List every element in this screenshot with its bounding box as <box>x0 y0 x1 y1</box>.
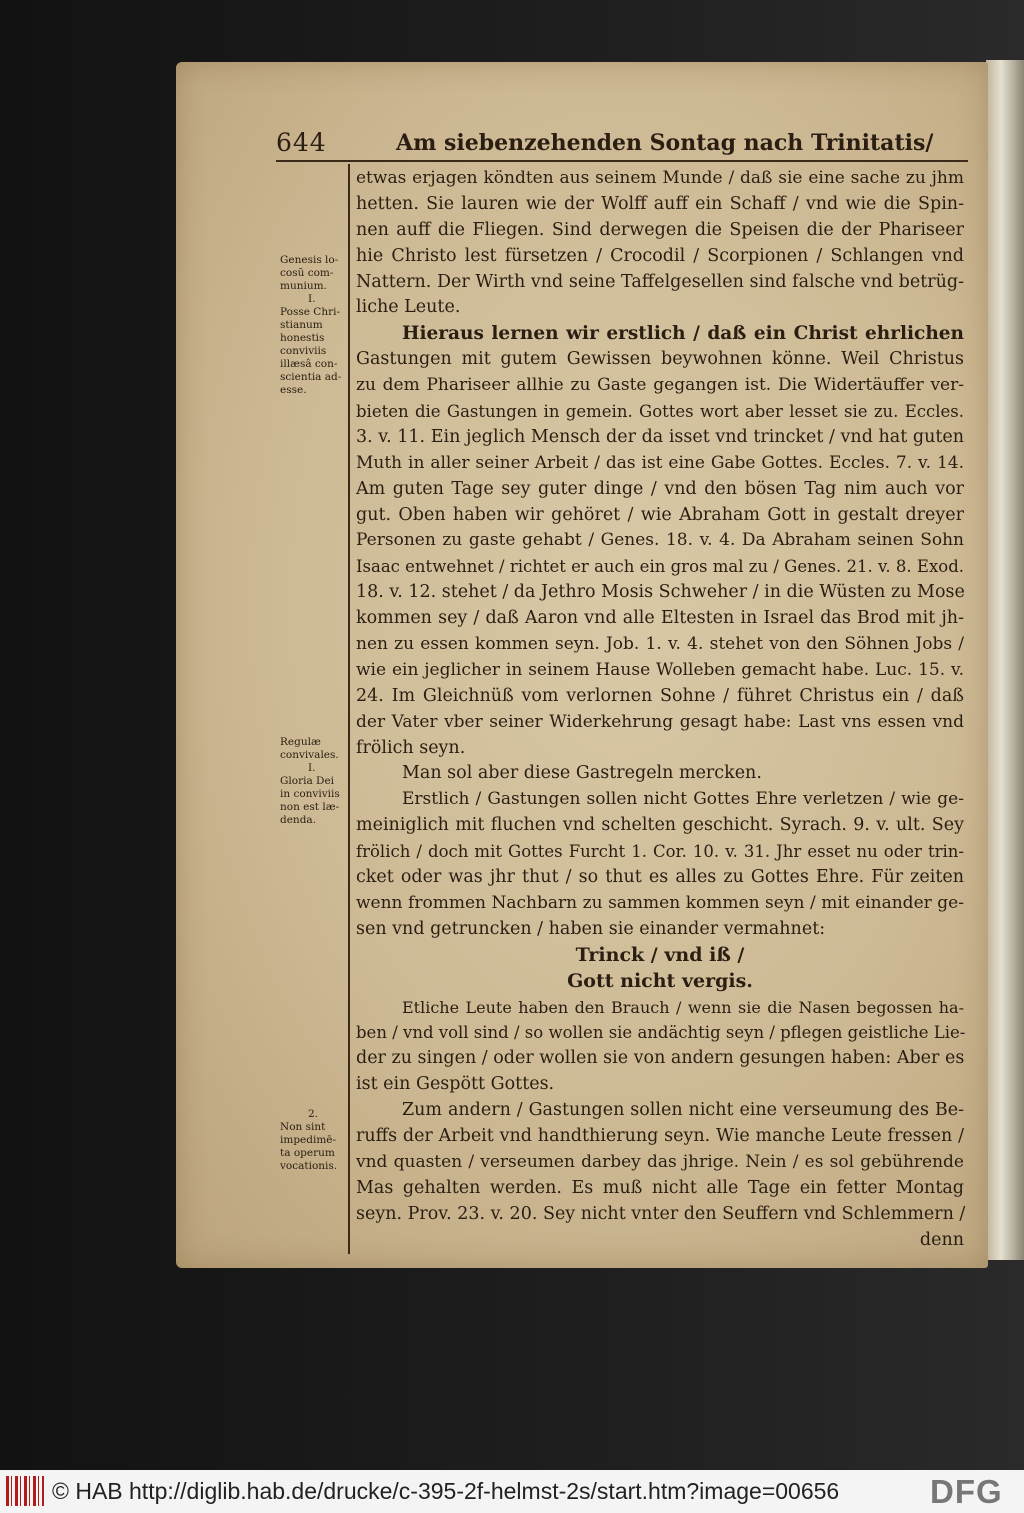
text-line: vnd quasten / verseumen darbey das jhrige. Nein / es sol gebührende <box>356 1151 964 1172</box>
page-number: 644 <box>276 128 327 157</box>
text-line: Mas gehalten werden. Es muß nicht alle Tage ein fetter Montag <box>356 1177 964 1198</box>
margin-note-line: Genesis lo- <box>280 254 339 266</box>
margin-rule <box>348 164 350 1254</box>
text-line: 18. v. 12. stehet / da Jethro Mosis Schweher / in die Wüsten zu Mose <box>356 582 965 603</box>
margin-note <box>280 1108 346 1173</box>
text-line: Gott nicht vergis. <box>567 969 753 992</box>
text-line: Personen zu gaste gehabt / Genes. 18. v. 4. Da Abraham seinen Sohn <box>356 530 964 551</box>
text-line: liche Leute. <box>356 297 461 318</box>
text-line: Am guten Tage sey guter dinge / vnd den bösen Tag nim auch vor <box>356 478 964 499</box>
margin-note-line: stianum <box>280 319 323 331</box>
barcode-icon <box>6 1476 44 1506</box>
margin-note <box>280 254 346 397</box>
margin-note <box>280 736 346 827</box>
text-line: wenn frommen Nachbarn zu sammen kommen seyn / mit einander ge- <box>356 892 964 913</box>
margin-note-line: I. <box>308 762 316 774</box>
margin-note-line: esse. <box>280 384 307 396</box>
text-line: Trinck / vnd iß / <box>575 943 745 966</box>
text-line: Erstlich / Gastungen sollen nicht Gottes Ehre verletzen / wie ge- <box>402 789 964 810</box>
body-text <box>356 166 964 1253</box>
text-line: ist ein Gespött Gottes. <box>356 1074 555 1095</box>
text-line: etwas erjagen köndten aus seinem Munde / daß sie eine sache zu jhm <box>356 168 964 188</box>
text-line: Nattern. Der Wirth vnd seine Taffelgesellen sind falsche vnd betrüg- <box>356 271 964 292</box>
text-line: hetten. Sie lauren wie der Wolff auff ein Schaff / vnd wie die Spin- <box>356 193 964 214</box>
margin-note-line: vocationis. <box>280 1160 338 1172</box>
text-line: kommen sey / daß Aaron vnd alle Eltesten in Israel das Brod mit jh- <box>356 608 964 629</box>
text-line: der zu singen / oder wollen sie von andern gesungen haben: Aber es <box>356 1048 965 1069</box>
margin-note-line: Posse Chri- <box>280 306 341 318</box>
margin-note-line: honestis <box>280 332 325 344</box>
running-title: Am siebenzehenden Sontag nach Trinitatis/ <box>396 130 934 156</box>
margin-note-line: Non sint <box>280 1121 326 1133</box>
margin-note-line: scientia ad- <box>280 371 342 383</box>
text-line: der Vater vber seiner Widerkehrung gesagt habe: Last vns essen vnd <box>356 711 964 732</box>
margin-note-line: cosũ com- <box>280 267 334 279</box>
text-line: nen zu essen kommen seyn. Job. 1. v. 4. stehet von den Söhnen Jobs / <box>356 634 964 655</box>
text-line: Etliche Leute haben den Brauch / wenn sie die Nasen begossen ha- <box>402 997 964 1017</box>
margin-note-line: Gloria Dei <box>280 775 335 787</box>
dfg-logo: DFG <box>930 1473 1003 1510</box>
margin-note-line: non est læ- <box>280 801 340 813</box>
text-line: Hieraus lernen wir erstlich / daß ein Christ ehrlichen <box>402 323 964 345</box>
margin-note-line: ta operum <box>280 1147 335 1159</box>
text-line: gut. Oben haben wir gehöret / wie Abraham Gott in gestalt dreyer <box>356 504 964 525</box>
text-line: Zum andern / Gastungen sollen nicht eine verseumung des Be- <box>402 1100 964 1121</box>
text-line: frölich seyn. <box>356 737 466 758</box>
text-line: sen vnd getruncken / haben sie einander vermahnet: <box>356 918 826 939</box>
margin-note-line: denda. <box>280 814 317 826</box>
margin-note-line: 2. <box>308 1108 319 1120</box>
margin-note-line: Regulæ <box>280 736 321 748</box>
text-line: meiniglich mit fluchen vnd schelten geschicht. Syrach. 9. v. ult. Sey <box>356 815 964 836</box>
margin-note-line: convivales. <box>280 749 339 761</box>
margin-note-line: conviviis <box>280 345 327 357</box>
text-line: seyn. Prov. 23. v. 20. Sey nicht vnter den Seuffern vnd Schlemmern / <box>356 1203 966 1224</box>
margin-note-line: illæsâ con- <box>280 358 338 370</box>
text-line: ben / vnd voll sind / so wollen sie andächtig seyn / pflegen geistliche Lie- <box>356 1023 966 1043</box>
margin-note-line: I. <box>308 293 316 305</box>
text-line: zu dem Phariseer allhie zu Gaste gegangen ist. Die Widertäuffer ver- <box>356 375 964 396</box>
text-line: wie ein jeglicher in seinem Hause Wolleben gemacht habe. Luc. 15. v. <box>356 659 964 680</box>
running-head <box>276 128 976 168</box>
text-line: Muth in aller seiner Arbeit / das ist eine Gabe Gottes. Eccles. 7. v. 14. <box>356 452 964 473</box>
viewer-footer <box>0 1470 1024 1513</box>
text-line: cket oder was jhr thut / so thut es alles zu Gottes Ehre. Für zeiten <box>356 867 964 888</box>
page-edge <box>986 60 1024 1260</box>
header-rule <box>276 160 968 162</box>
text-line: nen auff die Fliegen. Sind derwegen die Speisen die der Phariseer <box>356 219 964 240</box>
margin-note-line: in conviviis <box>280 788 340 800</box>
text-line: Isaac entwehnet / richtet er auch ein gros mal zu / Genes. 21. v. 8. Exod. <box>356 557 964 577</box>
book-page <box>176 62 988 1268</box>
text-line: Gastungen mit gutem Gewissen beywohnen könne. Weil Christus <box>356 349 964 370</box>
catchword: denn <box>919 1229 964 1250</box>
text-line: 3. v. 11. Ein jeglich Mensch der da isset vnd trincket / vnd hat guten <box>356 426 964 447</box>
text-line: 24. Im Gleichnüß vom verlornen Sohne / führet Christus ein / daß <box>356 685 964 706</box>
text-line: Man sol aber diese Gastregeln mercken. <box>402 763 762 784</box>
margin-note-line: munium. <box>280 280 327 292</box>
text-line: bieten die Gastungen in gemein. Gottes wort aber lesset sie zu. Eccles. <box>356 402 964 422</box>
margin-note-line: impedimē- <box>280 1134 337 1146</box>
text-line: frölich / doch mit Gottes Furcht 1. Cor. 10. v. 31. Jhr esset nu oder trin- <box>356 842 964 862</box>
text-line: hie Christo lest fürsetzen / Crocodil / Scorpionen / Schlangen vnd <box>356 245 964 266</box>
text-line: ruffs der Arbeit vnd handthierung seyn. Wie manche Leute fressen / <box>356 1125 964 1146</box>
source-citation-link[interactable]: © HAB http://diglib.hab.de/drucke/c-395-2f-helmst-2s/start.htm?image=00656 <box>52 1478 840 1504</box>
